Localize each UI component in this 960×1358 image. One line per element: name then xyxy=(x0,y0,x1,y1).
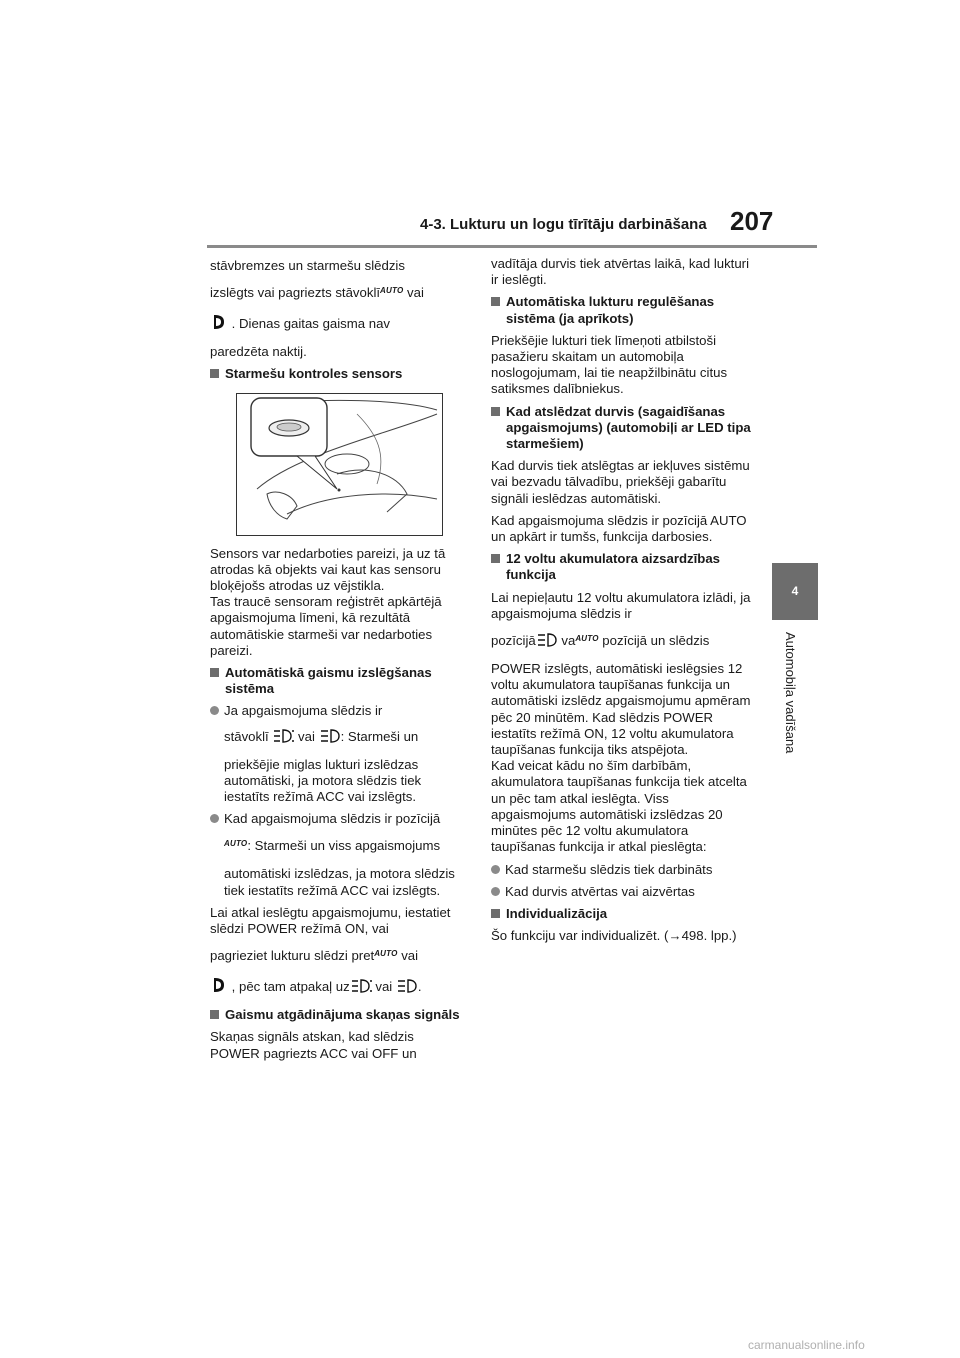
section-header: 4-3. Lukturu un logu tīrītāju darbināšana xyxy=(420,216,707,233)
paragraph: pagrieziet lukturu slēdzi pret$^{AUTO}$ vai xyxy=(210,948,419,964)
headlight-icon xyxy=(319,728,341,744)
auto-icon: AUTO xyxy=(575,634,599,644)
paragraph: Priekšējie lukturi tiek līmeņoti atbilstoši pasažieru skaitam un automobiļa noslogojumam, lai tie neapžilbinātu citus satiksmes dalībniekus. xyxy=(491,332,728,397)
paragraph: Šo funkciju var individualizēt. (→498. lpp.) xyxy=(491,928,737,944)
section-heading: Individualizācija xyxy=(491,906,753,922)
paragraph: Sensors var nedarboties pareizi, ja uz tā atrodas kā objekts vai kaut kas sensoru bloķējošs atrodas uz vējstikla. xyxy=(210,545,446,594)
list-item: Kad starmešu slēdzis tiek darbināts xyxy=(491,862,753,878)
paragraph: vadītāja durvis tiek atvērtas laikā, kad lukturi ir ieslēgti. xyxy=(491,256,750,288)
headlight-icon xyxy=(536,632,558,648)
list-item: Kad durvis atvērtas vai aizvērtas xyxy=(491,884,753,900)
paragraph: Kad durvis tiek atslēgtas ar iekļuves sistēmu vai bezvadu tālvadību, priekšēji gabarītu signāli ieslēdzas automātiski. xyxy=(491,458,750,506)
paragraph: izslēgts vai pagriezts stāvoklī$^{AUTO}$ vai xyxy=(210,285,424,301)
paragraph: , pēc tam atpakaļ uz vai . xyxy=(210,976,465,998)
paragraph: Kad veicat kādu no šīm darbībām, akumulatora taupīšanas funkcija tiek atcelta un pēc tam atkal ieslēgta. Viss apgaismojums automātiski izslēdzas 20 minūtes pēc 12 voltu akumulatora taupīšanas funkcija ir atkal pieslēgta: xyxy=(491,758,747,855)
chapter-tab xyxy=(772,563,818,620)
tail-light-icon xyxy=(350,978,372,994)
left-column xyxy=(210,258,465,1068)
section-heading: Gaismu atgādinājuma skaņas signāls xyxy=(210,1007,465,1023)
section-heading: Kad atslēdzat durvis (sagaidīšanas apgaismojums) (automobiļi ar LED tipa starmešiem) xyxy=(491,404,753,453)
list-item: Ja apgaismojuma slēdzis ir xyxy=(210,703,465,719)
paragraph: paredzēta naktij. xyxy=(210,344,307,360)
headlight-icon xyxy=(396,978,418,994)
auto-icon: AUTO xyxy=(374,949,398,959)
section-heading: 12 voltu akumulatora aizsardzības funkcija xyxy=(491,551,753,583)
header-rule xyxy=(207,245,817,248)
tail-light-icon xyxy=(272,728,294,744)
paragraph: Lai atkal ieslēgtu apgaismojumu, iestatiet slēdzi POWER režīmā ON, vai xyxy=(210,904,451,937)
sensor-drawing xyxy=(237,394,442,535)
right-column xyxy=(491,256,753,950)
paragraph: Tas traucē sensoram reģistrēt apkārtējā apgaismojuma līmeni, kā rezultātā automātiskie starmeši var nedarboties pareizi. xyxy=(210,594,442,658)
section-heading: Starmešu kontroles sensors xyxy=(210,366,465,382)
chapter-label: Automobiļa vadīšana xyxy=(783,632,798,754)
list-item: Kad apgaismojuma slēdzis ir pozīcijā xyxy=(210,811,465,827)
paragraph: stāvoklī vai : Starmeši un xyxy=(224,728,419,744)
paragraph: POWER izslēgts, automātiski ieslēgsies 12 voltu akumulatora taupīšanas funkcija un automātiski izslēdz apgaismojumu apmēram pēc 20 minūtēm. Kad slēdzis POWER iestatīts režīmā ON, 12 voltu akumulatora taupīšanas funkcija tiks atspējota. xyxy=(491,661,751,758)
paragraph: automātiski izslēdzas, ja motora slēdzis tiek iestatīts režīmā ACC vai izslēgts. xyxy=(224,866,455,898)
paragraph: $^{AUTO}$: Starmeši un viss apgaismojums xyxy=(224,838,441,854)
watermark: carmanualsonline.info xyxy=(748,1338,865,1352)
headlight-on-icon xyxy=(210,313,228,331)
page-number: 207 xyxy=(730,206,774,236)
auto-icon: AUTO xyxy=(380,286,404,296)
paragraph: . Dienas gaitas gaisma nav xyxy=(210,313,465,335)
paragraph: Kad apgaismojuma slēdzis ir pozīcijā AUTO un apkārt ir tumšs, funkcija darbosies. xyxy=(491,512,747,545)
section-heading: Automātiskā gaismu izslēgšanas sistēma xyxy=(210,665,465,697)
section-heading: Automātiska lukturu regulēšanas sistēma (ja aprīkots) xyxy=(491,294,753,326)
paragraph: priekšējie miglas lukturi izslēdzas automātiski, ja motora slēdzis tiek iestatīts režīmā ACC vai izslēgts. xyxy=(224,756,422,805)
paragraph: pozīcijā $va^{AUTO}$ pozīcijā un slēdzis xyxy=(491,633,710,649)
paragraph: stāvbremzes un starmešu slēdzis xyxy=(210,258,405,273)
auto-icon: AUTO xyxy=(224,839,248,849)
paragraph: Lai nepieļautu 12 voltu akumulatora izlādi, ja apgaismojuma slēdzis ir xyxy=(491,589,751,621)
headlight-on-icon xyxy=(210,976,228,994)
paragraph: Skaņas signāls atskan, kad slēdzis POWER pagriezts ACC vai OFF un xyxy=(210,1029,417,1061)
chapter-number: 4 xyxy=(791,584,799,598)
sensor-illustration xyxy=(236,393,443,536)
